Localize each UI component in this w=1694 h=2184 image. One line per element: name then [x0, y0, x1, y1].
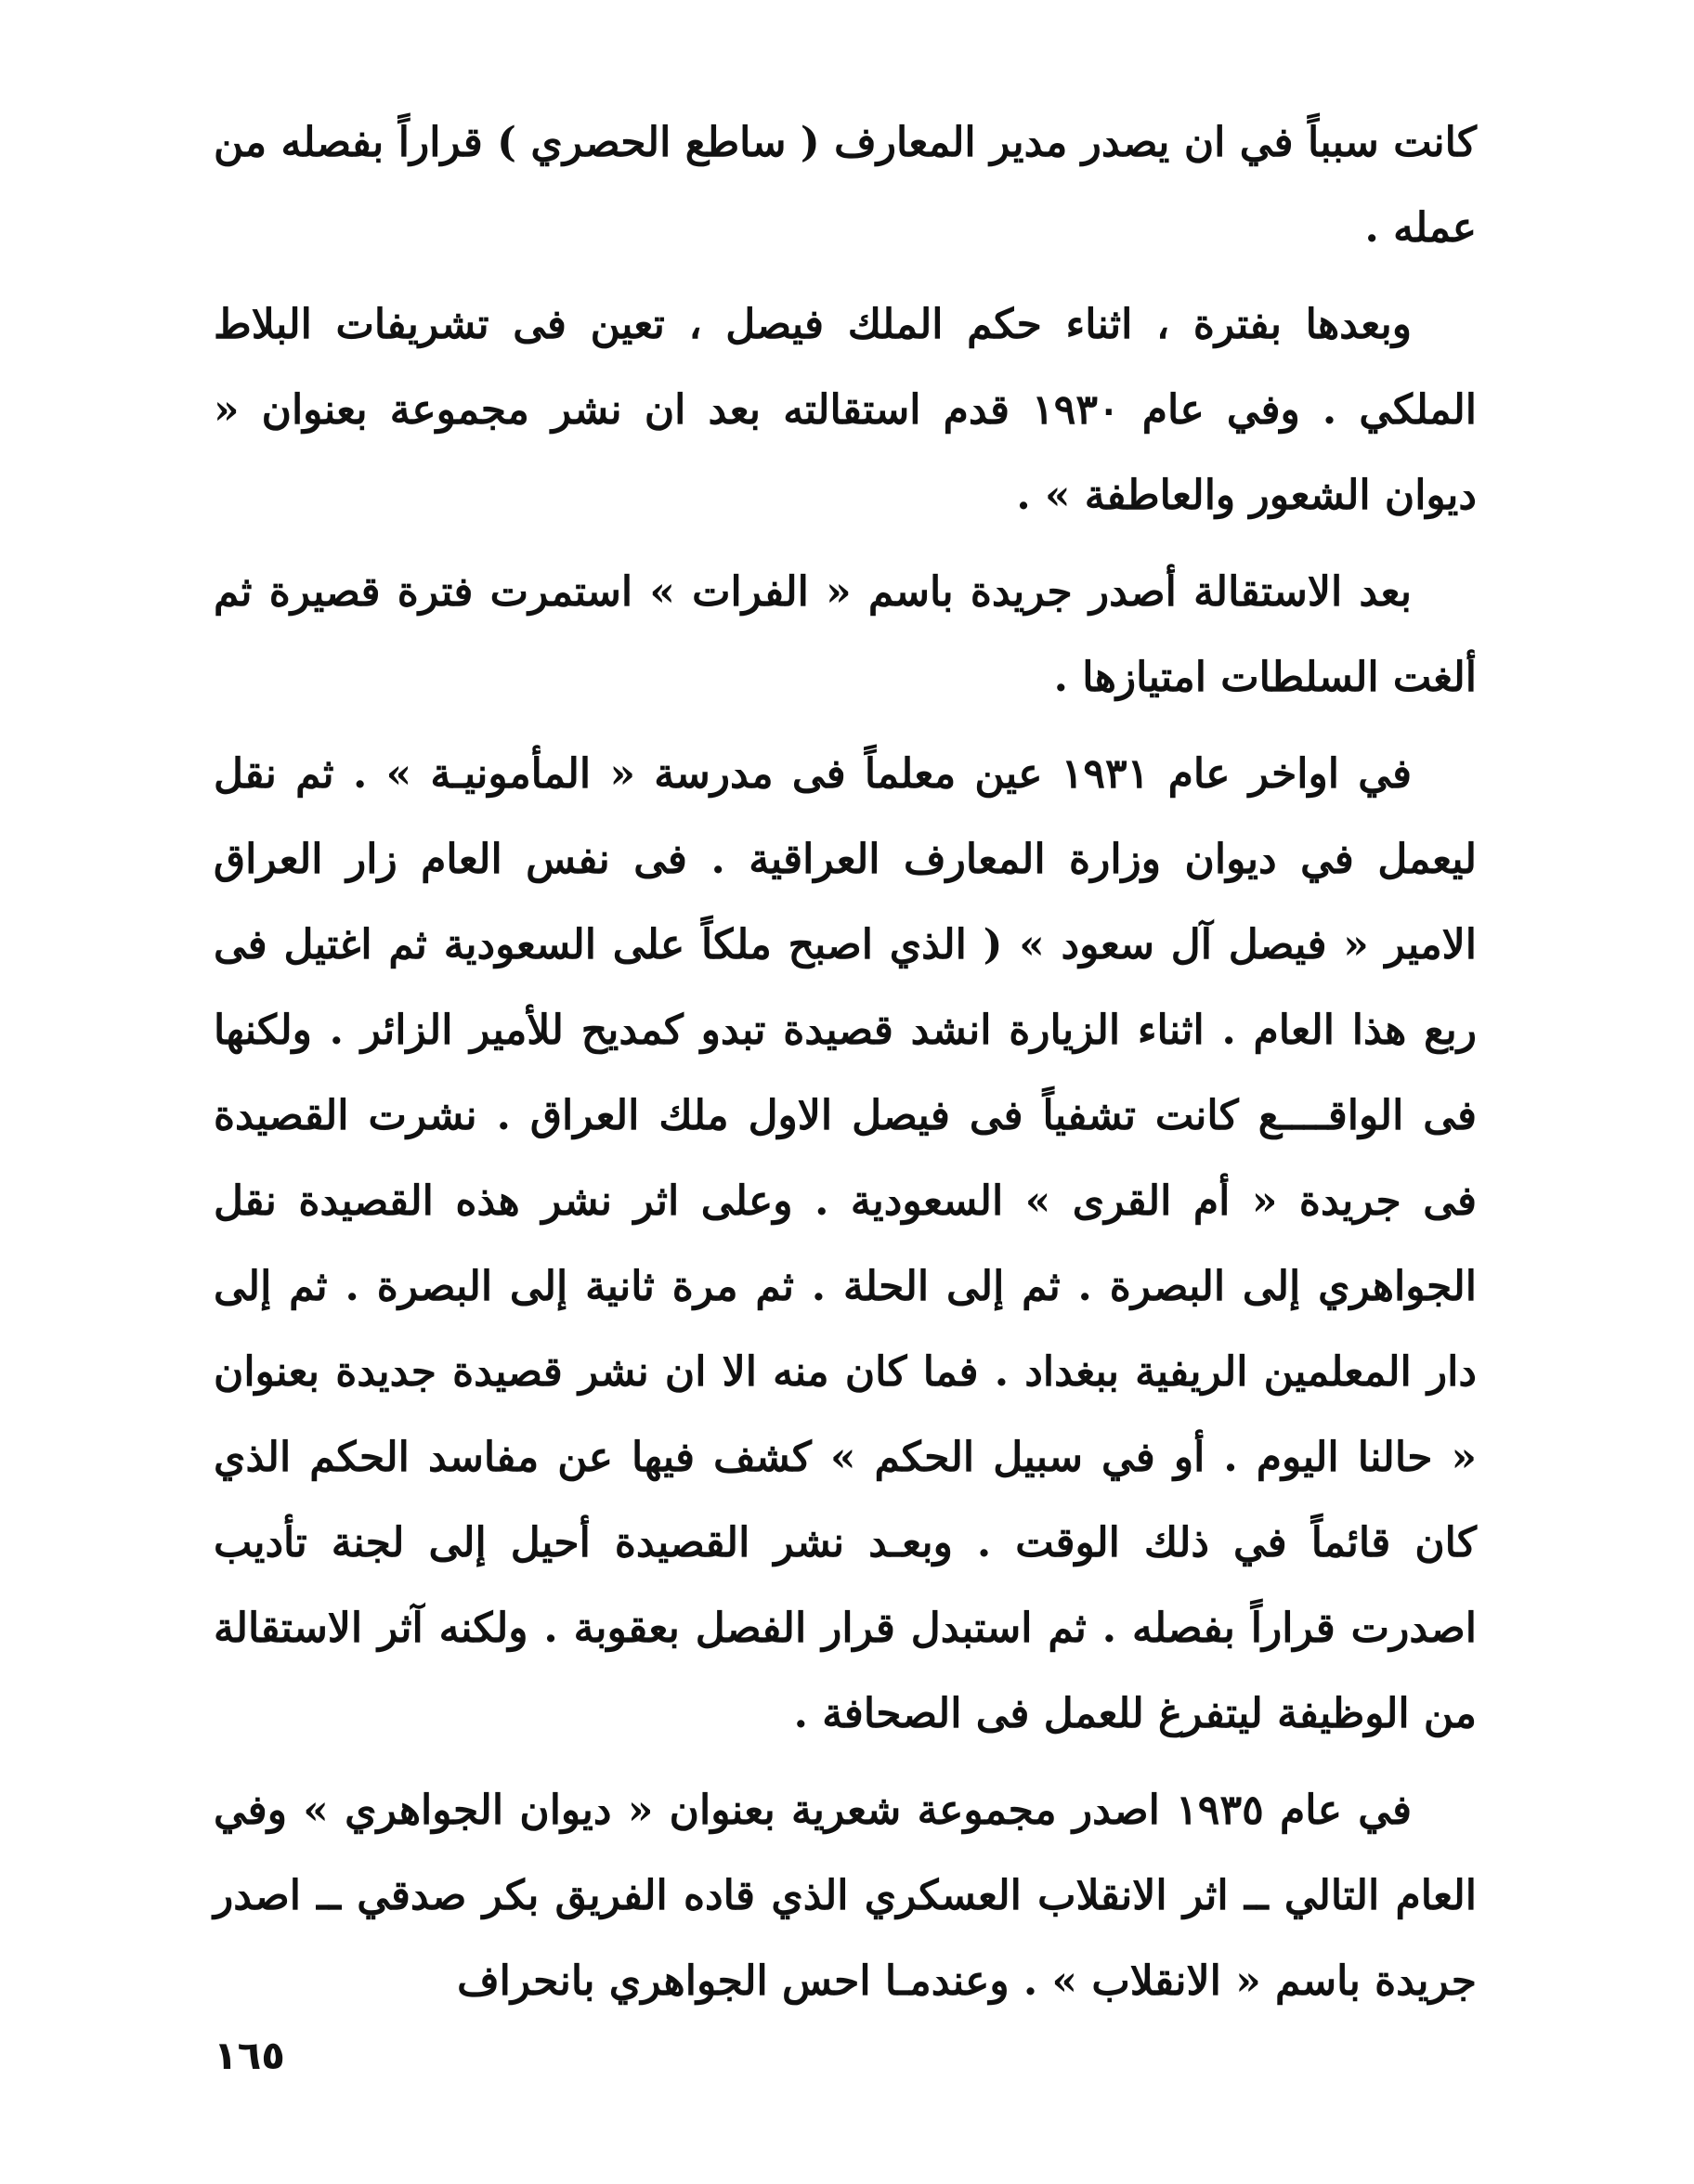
body-text: [214, 100, 1477, 2035]
paragraph-1: كانت سبباً في ان يصدر مدير المعارف ( ساطع الحصري ) قراراً بفصله من عمله .: [214, 119, 1477, 252]
page-number: ١٦٥: [214, 2033, 285, 2078]
paragraph-4: في اواخر عام ١٩٣١ عين معلماً فى مدرسة « المأمونيـة » . ثم نقل ليعمل في ديوان وزارة المعارف العراقية . فى نفس العام زار العراق الامير « فيصل آل سعود » ( الذي اصبح ملكاً على السعودية ثم اغتيل فى ربع هذا العام . اثناء الزيارة انشد قصيدة تبدو كمديح للأمير الزائر . ولكنها فى الواقــــع كانت تشفياً فى فيصل الاول ملك العراق . نشرت القصيدة فى جريدة « أم القرى » السعودية . وعلى اثر نشر هذه القصيدة نقل الجواهري إلى البصرة . ثم إلى الحلة . ثم مرة ثانية إلى البصرة . ثم إلى دار المعلمين الريفية ببغداد . فما كان منه الا ان نشر قصيدة جديدة بعنوان « حالنا اليوم . أو في سبيل الحكم » كشف فيها عن مفاسد الحكم الذي كان قائماً في ذلك الوقت . وبعـد نشر القصيدة أحيل إلى لجنة تأديب اصدرت قراراً بفصله . ثم استبدل قرار الفصل بعقوبة . ولكنه آثر الاستقالة من الوظيفة ليتفرغ للعمل فى الصحافة .: [214, 750, 1477, 1737]
paragraph-5: في عام ١٩٣٥ اصدر مجموعة شعرية بعنوان « ديوان الجواهري » وفي العام التالي ــ اثر الانقلاب العسكري الذي قاده الفريق بكر صدقي ــ اصدر جريدة باسم « الانقلاب » . وعندمـا احس الجواهري بانحراف: [214, 1787, 1477, 2005]
paragraph-3: بعد الاستقالة أصدر جريدة باسم « الفرات » استمرت فترة قصيرة ثم ألغت السلطات امتيازها .: [214, 568, 1477, 701]
paragraph-2: وبعدها بفترة ، اثناء حكم الملك فيصل ، تعين فى تشريفات البلاط الملكي . وفي عام ١٩٣٠ قدم استقالته بعد ان نشر مجموعة بعنوان « ديوان الشعور والعاطفة » .: [214, 301, 1477, 519]
book-page: [214, 0, 1477, 2184]
